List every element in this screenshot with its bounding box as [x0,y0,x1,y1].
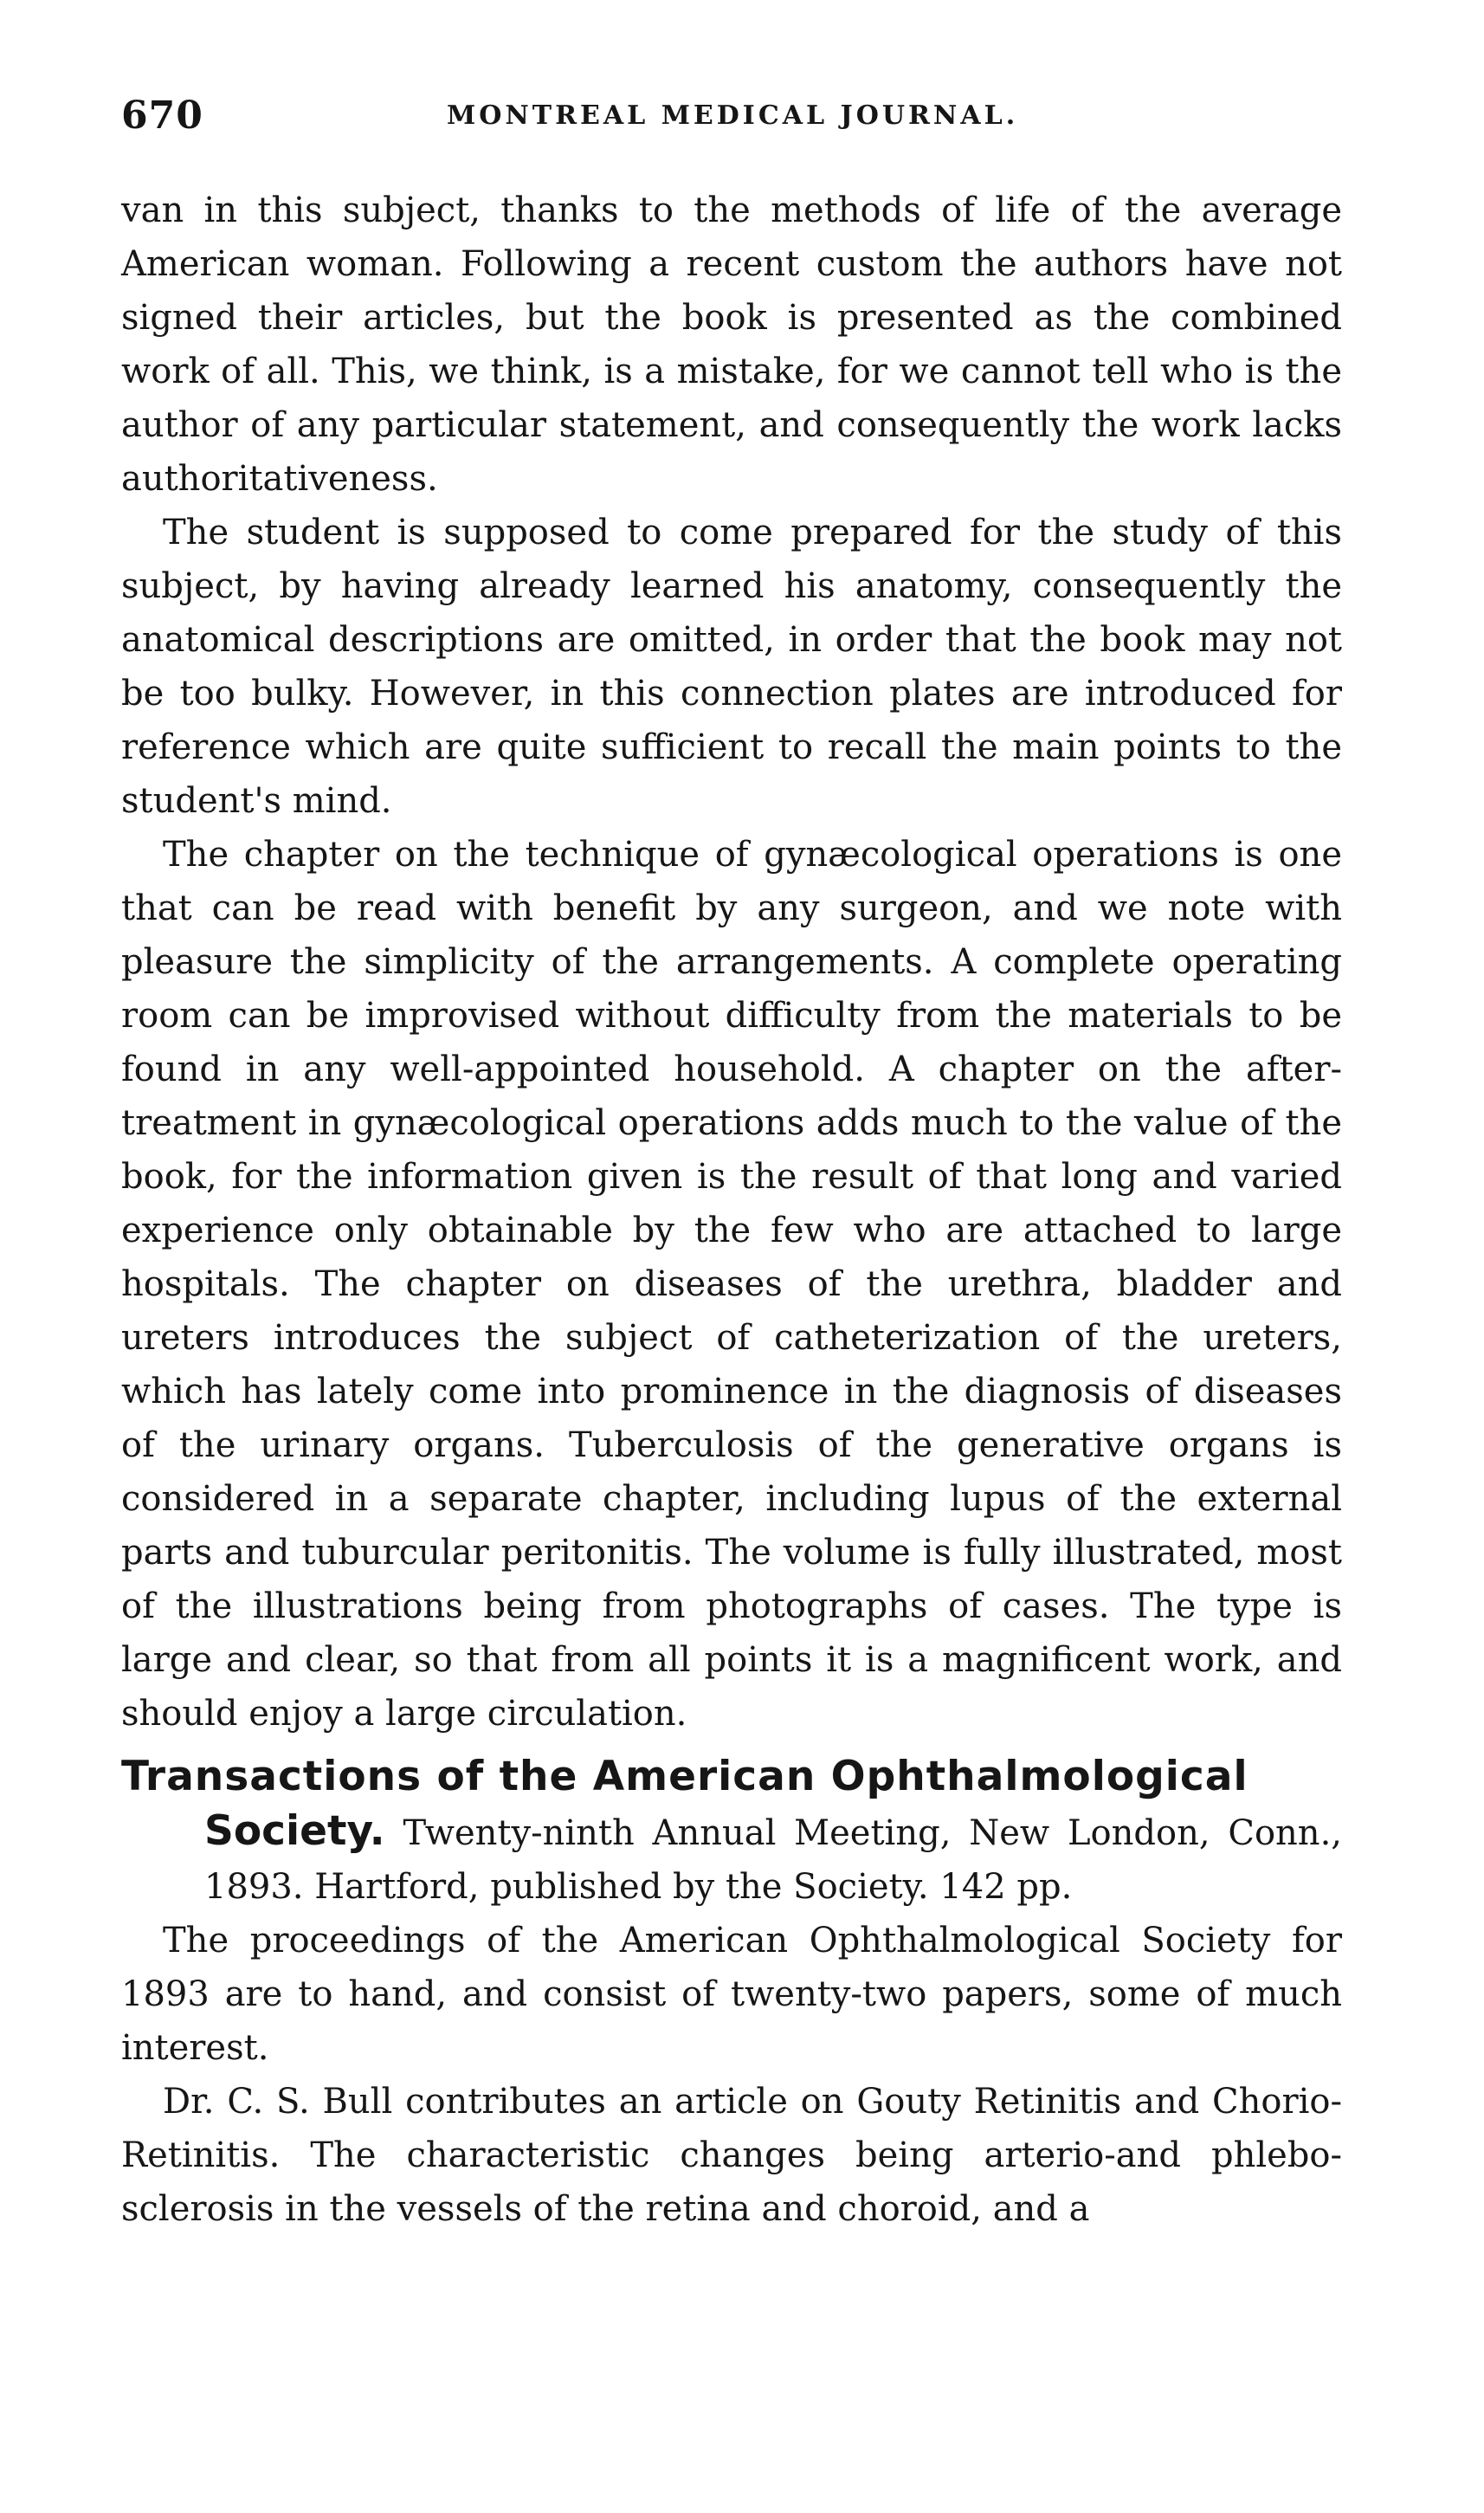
paragraph-technique: The chapter on the technique of gynæcological operations is one that can be read with benefit by any surgeon, and we note with pleasure the simplicity of the arrangements. A complete operating room can be improvised without difficulty from the materials to be found in any well-appointed household. A chapter on the after-treatment in gynæcological operations adds much to the value of the book, for the information given is the result of that long and varied experience only obtainable by the few who are attached to large hospitals. The chapter on diseases of the urethra, bladder and ureters introduces the subject of catheterization of the ureters, which has lately come into prominence in the diagnosis of diseases of the urinary organs. Tuberculosis of the generative organs is considered in a separate chapter, including lupus of the external parts and tuburcular peritonitis. The volume is fully illustrated, most of the illustrations being from photographs of cases. The type is large and clear, so that from all points it is a magnificent work, and should enjoy a large circulation. [121,835,1342,1734]
paragraph-proceedings: The proceedings of the American Ophthalmological Society for 1893 are to hand, and consist of twenty-two papers, some of much interest. [121,1921,1342,2068]
paragraph-continued: van in this subject, thanks to the methods of life of the average American woman. Following a recent custom the authors have not signed their articles, but the book is presented as the combined work of all. This, we think, is a mistake, for we cannot tell who is the author of any particular statement, and consequently the work lacks authoritativeness. [121,191,1342,499]
review-title-continuation [121,1805,1342,1914]
page-header [121,94,1342,145]
running-title: MONTREAL MEDICAL JOURNAL. [447,100,1019,131]
page-number: 670 [121,94,203,138]
paragraph-bull: Dr. C. S. Bull contributes an article on Gouty Retinitis and Chorio-Retinitis. The characteristic changes being arterio-and phlebo-sclerosis in the vessels of the retina and choroid, and a [121,2082,1342,2229]
paragraph-student: The student is supposed to come prepared for the study of this subject, by having already learned his anatomy, consequently the anatomical descriptions are omitted, in order that the book may not be too bulky. However, in this connection plates are introduced for reference which are quite sufficient to recall the main points to the student's mind. [121,513,1342,821]
review-title: Transactions of the American Ophthalmological [121,1753,1248,1800]
article-body [121,184,1342,2236]
review-heading [121,1749,1342,1914]
review-title-society: Society. [204,1807,385,1855]
review-publication-details: Twenty-ninth Annual Meeting, New London, Conn., 1893. Hartford, published by the Society. 142 pp. [204,1813,1342,1907]
